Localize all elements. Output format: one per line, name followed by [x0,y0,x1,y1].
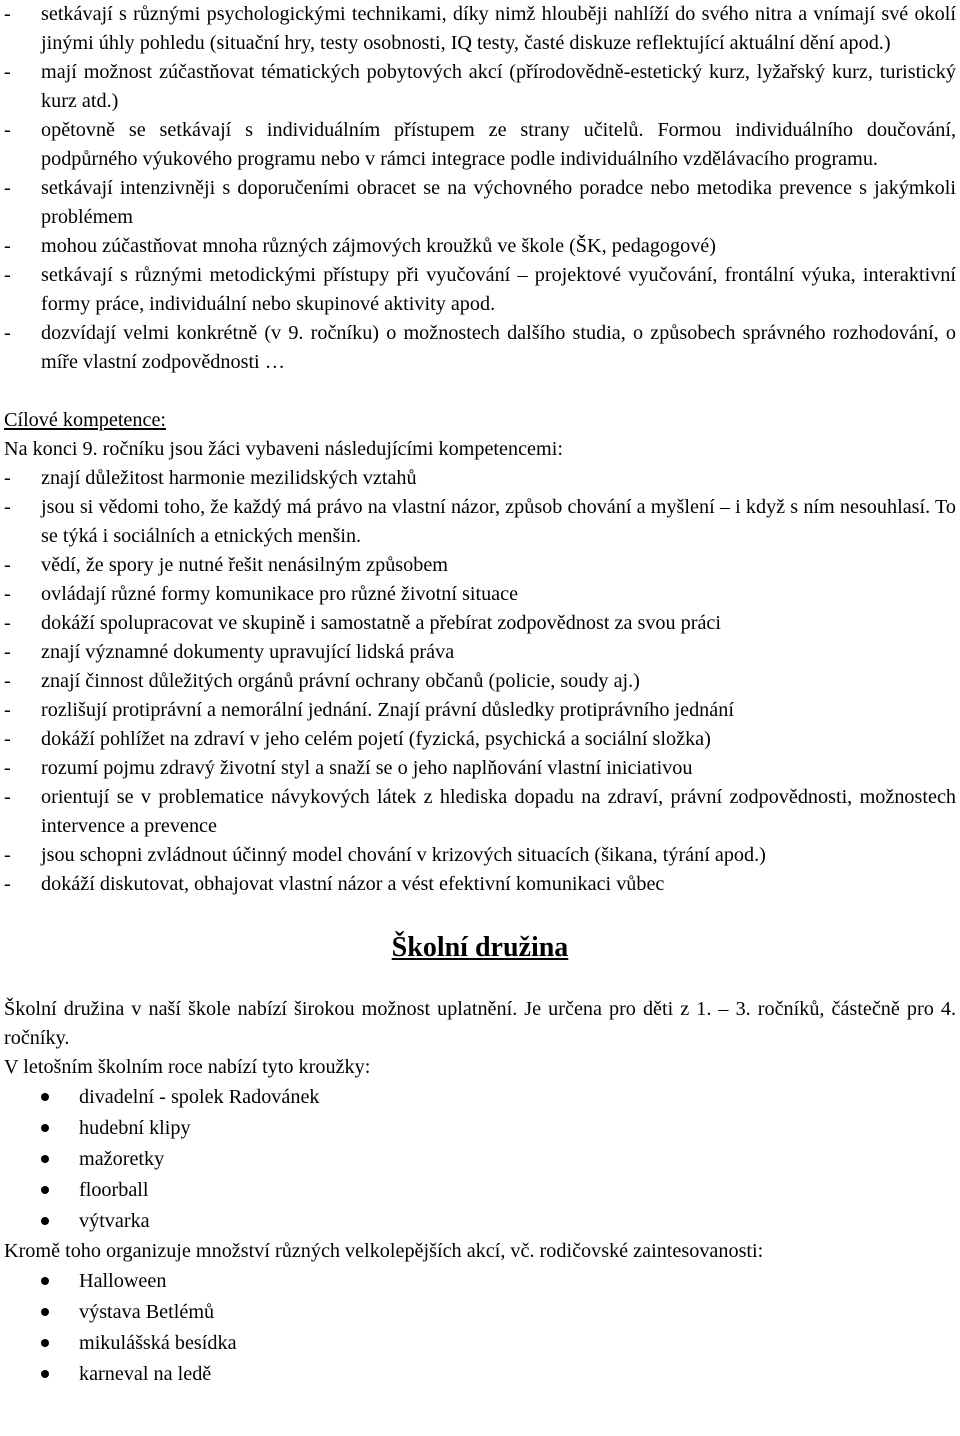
bullet-icon [4,1175,79,1206]
spacer [4,377,956,406]
list-item: divadelní - spolek Radovánek [4,1082,956,1113]
bullet-icon [4,1113,79,1144]
list-item: - znají významné dokumenty upravující lidská práva [4,641,455,663]
list-item: - orientují se v problematice návykových látek z hlediska dopadu na zdraví, právní zodpovědnosti, možnostech intervence a prevence [4,786,956,837]
events-list [4,1266,956,1390]
competences-heading: Cílové kompetence: [4,409,167,431]
bullet-icon [4,1266,79,1297]
list-item: - dozvídají velmi konkrétně (v 9. ročníku) o možnostech dalšího studia, o způsobech správného rozhodování, o míře vlastní zodpovědnosti … [4,322,956,373]
list-item: - setkávají s různými psychologickými technikami, díky nimž hlouběji nahlíží do svého nitra a vnímají své okolí jinými úhly pohledu (situační hry, testy osobnosti, IQ testy, časté diskuze reflektující aktuální dění apod.) [4,3,956,54]
list-item: - znají činnost důležitých orgánů právní ochrany občanů (policie, soudy aj.) [4,670,640,692]
list-item: - setkávají s různými metodickými přístupy při vyučování – projektové vyučování, frontální výuka, interaktivní formy práce, individuální nebo skupinové aktivity apod. [4,264,956,315]
list-item: - rozlišují protiprávní a nemorální jednání. Znají právní důsledky protiprávního jednání [4,699,734,721]
list-item: mikulášská besídka [4,1328,956,1359]
list-item: - dokáží spolupracovat ve skupině i samostatně a přebírat zodpovědnost za svou práci [4,612,721,634]
list-item: - znají důležitost harmonie mezilidských vztahů [4,467,417,489]
list-item: - mohou zúčastňovat mnoha různých zájmových kroužků ve škole (ŠK, pedagogové) [4,235,716,257]
list-item: karneval na ledě [4,1359,956,1390]
list-item: - jsou schopni zvládnout účinný model chování v krizových situacích (šikana, týrání apod.) [4,844,766,866]
section-title: Školní družina [391,932,569,963]
list-item: - ovládají různé formy komunikace pro různé životní situace [4,583,519,605]
bullet-icon [4,1144,79,1175]
list-item: mažoretky [4,1144,956,1175]
bullet-icon [4,1206,79,1237]
list-item: - jsou si vědomi toho, že každý má právo na vlastní názor, způsob chování a myšlení – i když s ním nesouhlasí. To se týká i sociálních a etnických menšin. [4,496,956,547]
clubs-intro: V letošním školním roce nabízí tyto kroužky: [4,1056,371,1078]
competences-list [4,464,956,899]
list-item: - setkávají intenzivněji s doporučeními obracet se na výchovného poradce nebo metodika prevence s jakýmkoli problémem [4,177,956,228]
list-item: - mají možnost zúčastňovat tématických pobytových akcí (přírodovědně-estetický kurz, lyžařský kurz, turistický kurz atd.) [4,61,956,112]
druzina-paragraph: Školní družina v naší škole nabízí širokou možnost uplatnění. Je určena pro děti z 1. – 3. ročníků, částečně pro 4. ročníky. [4,998,956,1049]
bullet-icon [4,1359,79,1390]
document-page [4,0,956,1390]
spacer [4,966,956,995]
competences-intro: Na konci 9. ročníku jsou žáci vybaveni následujícími kompetencemi: [4,438,563,460]
top-dash-list [4,0,956,377]
events-intro: Kromě toho organizuje množství různých velkolepějších akcí, vč. rodičovské zaintesovanosti: [4,1240,764,1262]
bullet-icon [4,1297,79,1328]
clubs-list [4,1082,956,1237]
list-item: - dokáží pohlížet na zdraví v jeho celém pojetí (fyzická, psychická a sociální složka) [4,728,711,750]
list-item: Halloween [4,1266,956,1297]
list-item: - vědí, že spory je nutné řešit nenásilným způsobem [4,554,449,576]
list-item: - opětovně se setkávají s individuálním přístupem ze strany učitelů. Formou individuálního doučování, podpůrného výukového programu nebo v rámci integrace podle individuálního vzdělávacího programu. [4,119,956,170]
list-item: - dokáží diskutovat, obhajovat vlastní názor a vést efektivní komunikaci vůbec [4,873,665,895]
list-item: hudební klipy [4,1113,956,1144]
list-item: výstava Betlémů [4,1297,956,1328]
list-item: výtvarka [4,1206,956,1237]
bullet-icon [4,1328,79,1359]
list-item: - rozumí pojmu zdravý životní styl a snaží se o jeho naplňování vlastní iniciativou [4,757,693,779]
spacer [4,899,956,930]
list-item: floorball [4,1175,956,1206]
bullet-icon [4,1082,79,1113]
